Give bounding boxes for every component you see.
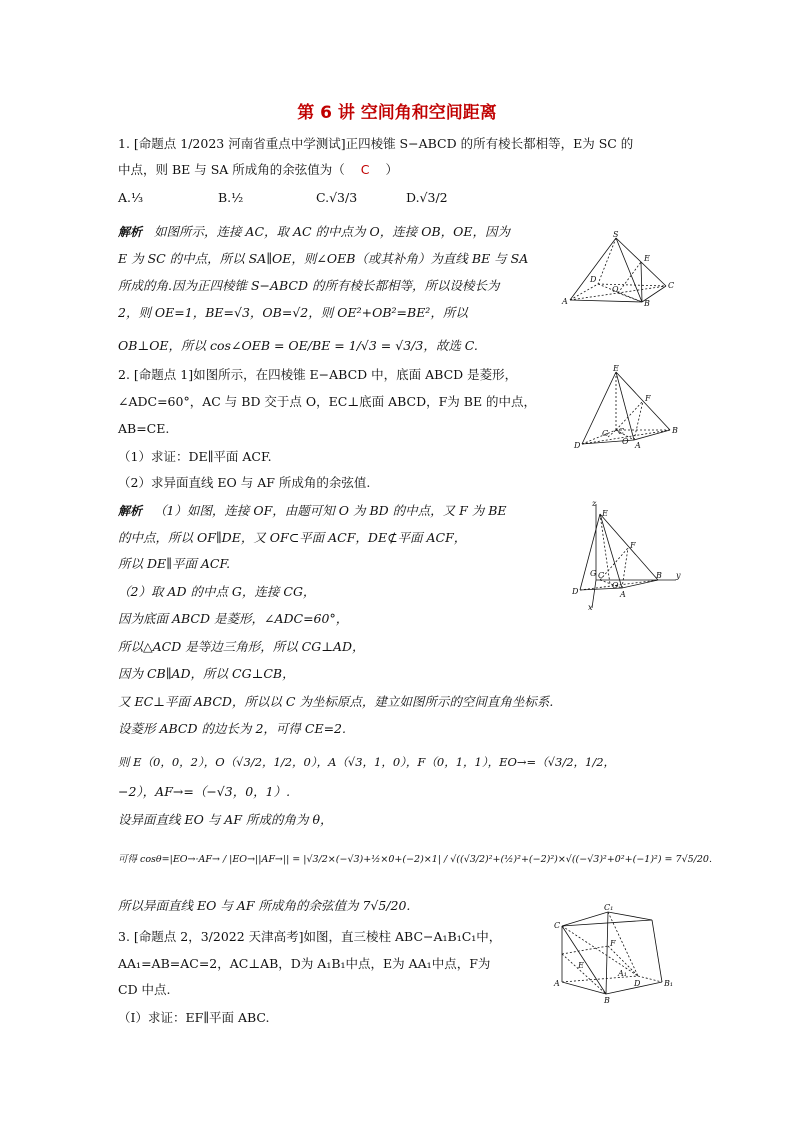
figure-pyramid-e-abcd xyxy=(572,364,684,452)
figure-triangular-prism xyxy=(552,904,686,1004)
q2-line2: ∠ADC=60°，AC 与 BD 交于点 O，EC⊥底面 ABCD，F为 BE 的中点， xyxy=(118,394,537,409)
fig2-label-f: F xyxy=(645,394,651,403)
sol1-label: 解析 xyxy=(118,225,143,239)
fig4-label-b: B xyxy=(604,996,610,1004)
sol1-line1 xyxy=(118,224,510,240)
q1-stem-text: 中点，则 BE 与 SA 所成角的余弦值为（ xyxy=(118,162,345,177)
q3-line1: 3. [命题点 2，3/2022 天津高考]如图，直三棱柱 ABC−A₁B₁C₁中， xyxy=(118,929,502,944)
q2-line3: AB=CE. xyxy=(118,421,170,436)
fig2-label-e: E xyxy=(613,364,619,373)
figure-coordinate-pyramid xyxy=(572,500,684,612)
sol2-line11: −2），AF→=（−√3，0，1）. xyxy=(118,784,291,799)
fig3-label-b: B xyxy=(656,571,662,580)
fig1-label-a: A xyxy=(562,297,568,306)
fig3-label-g: G xyxy=(590,569,597,578)
fig1-label-o: O xyxy=(612,285,619,294)
fig4-label-e: E xyxy=(578,961,584,970)
fig1-label-e: E xyxy=(644,254,650,263)
sol2-line10: 则 E（0，0，2），O（√3/2，1/2，0），A（√3，1，0），F（0，1，1），EO→=（√3/2，1/2， xyxy=(118,755,616,769)
sol2-line7: 因为 CB∥AD，所以 CG⊥CB， xyxy=(118,666,295,681)
fig1-label-b: B xyxy=(644,299,650,308)
sol2-line4: （2）取 AD 的中点 G，连接 CG， xyxy=(118,584,316,599)
sol2-line9: 设菱形 ABCD 的边长为 2，可得 CE=2. xyxy=(118,721,346,736)
fig4-label-a1: A₁ xyxy=(618,969,627,978)
fig2-label-a: A xyxy=(635,441,641,450)
fig3-label-d: D xyxy=(572,587,579,596)
sol1-line3: 所成的角.因为正四棱锥 S−ABCD 的所有棱长都相等，所以设棱长为 xyxy=(118,278,500,293)
q3-line2: AA₁=AB=AC=2，AC⊥AB，D为 A₁B₁中点，E为 AA₁中点，F为 xyxy=(118,956,491,971)
fig3-label-c: C xyxy=(598,571,605,580)
fig4-label-f: F xyxy=(610,939,616,948)
q1-stem-close: ） xyxy=(385,162,399,177)
fig3-label-z: z xyxy=(592,500,597,508)
sol1-line2: E 为 SC 的中点，所以 SA∥OE，则∠OEB（或其补角）为直线 BE 与 SA xyxy=(118,251,529,266)
fig3-label-x: x xyxy=(588,603,593,612)
sol1-text1: 如图所示，连接 AC，取 AC 的中点为 O，连接 OB，OE，因为 xyxy=(153,224,511,239)
q1-line1: 1. [命题点 1/2023 河南省重点中学测试]正四棱锥 S−ABCD 的所有棱长都相等，E为 SC 的 xyxy=(118,136,634,151)
q1-option-c: C.√3/3 xyxy=(316,190,358,205)
fig2-label-d: D xyxy=(574,441,581,450)
fig2-label-c: C xyxy=(618,427,625,436)
sol2-line12: 设异面直线 EO 与 AF 所成的角为 θ， xyxy=(118,812,333,827)
fig3-label-a: A xyxy=(620,590,626,599)
sol1-line5: OB⊥OE，所以 cos∠OEB = OE/BE = 1/√3 = √3/3，故选 C. xyxy=(118,338,478,353)
q2-line1: 2. [命题点 1]如图所示，在四棱锥 E−ABCD 中，底面 ABCD 是菱形， xyxy=(118,367,518,382)
fig2-label-b: B xyxy=(672,426,678,435)
figure-pyramid-s-abcd xyxy=(560,230,690,310)
sol2-line3: 所以 DE∥平面 ACF. xyxy=(118,556,231,571)
fig4-label-c1: C₁ xyxy=(604,904,614,912)
fig2-label-g: G xyxy=(602,429,609,438)
sol2-line6: 所以△ACD 是等边三角形，所以 CG⊥AD， xyxy=(118,639,365,654)
fig2-label-o: O xyxy=(622,437,629,446)
page-title: 第 6 讲 空间角和空间距离 xyxy=(297,103,497,123)
q3-part1: （Ⅰ）求证：EF∥平面 ABC. xyxy=(118,1010,270,1025)
fig1-label-d: D xyxy=(590,275,597,284)
fig3-label-f: F xyxy=(630,541,636,550)
sol2-line8: 又 EC⊥平面 ABCD，所以以 C 为坐标原点，建立如图所示的空间直角坐标系. xyxy=(118,694,554,709)
sol2-line5: 因为底面 ABCD 是菱形，∠ADC=60°， xyxy=(118,611,349,626)
q1-option-b: B.½ xyxy=(218,190,244,205)
fig3-label-e: E xyxy=(602,509,608,518)
sol2-line13: 可得 cosθ=|EO→·AF→ / |EO→||AF→|| = |√3/2×(−√3)+½×0+(−2)×1| / √((√3/2)²+(½)²+(−2)²)×√((−√3)²+0²+(−1)²) = 7√5/20. xyxy=(118,854,712,865)
q3-line3: CD 中点. xyxy=(118,982,171,997)
fig3-label-o: O xyxy=(612,581,619,590)
fig1-label-c: C xyxy=(668,281,675,290)
sol1-line4: 2，则 OE=1，BE=√3，OB=√2，则 OE²+OB²=BE²，所以 xyxy=(118,305,468,320)
q1-option-d: D.√3/2 xyxy=(406,190,448,205)
q1-option-a: A.⅓ xyxy=(118,190,144,205)
fig3-label-y: y xyxy=(676,571,681,580)
sol2-line1 xyxy=(118,503,507,519)
fig4-label-b1-a1: B₁ xyxy=(664,979,674,988)
q2-part1: （1）求证：DE∥平面 ACF. xyxy=(118,449,272,464)
q1-answer: C xyxy=(360,162,370,177)
fig4-label-a: A xyxy=(554,979,560,988)
fig4-label-d: D xyxy=(634,979,641,988)
sol2-line2: 的中点，所以 OF∥DE，又 OF⊂平面 ACF，DE⊄平面 ACF， xyxy=(118,530,467,545)
fig4-label-c: C xyxy=(554,921,561,930)
sol2-label: 解析 xyxy=(118,504,143,518)
q2-part2: （2）求异面直线 EO 与 AF 所成角的余弦值. xyxy=(118,475,371,490)
sol2-text1: （1）如图，连接 OF，由题可知 O 为 BD 的中点，又 F 为 BE xyxy=(153,503,507,518)
fig1-label-s: S xyxy=(613,230,619,239)
q1-line2 xyxy=(118,162,398,178)
sol2-line14: 所以异面直线 EO 与 AF 所成角的余弦值为 7√5/20. xyxy=(118,898,411,913)
